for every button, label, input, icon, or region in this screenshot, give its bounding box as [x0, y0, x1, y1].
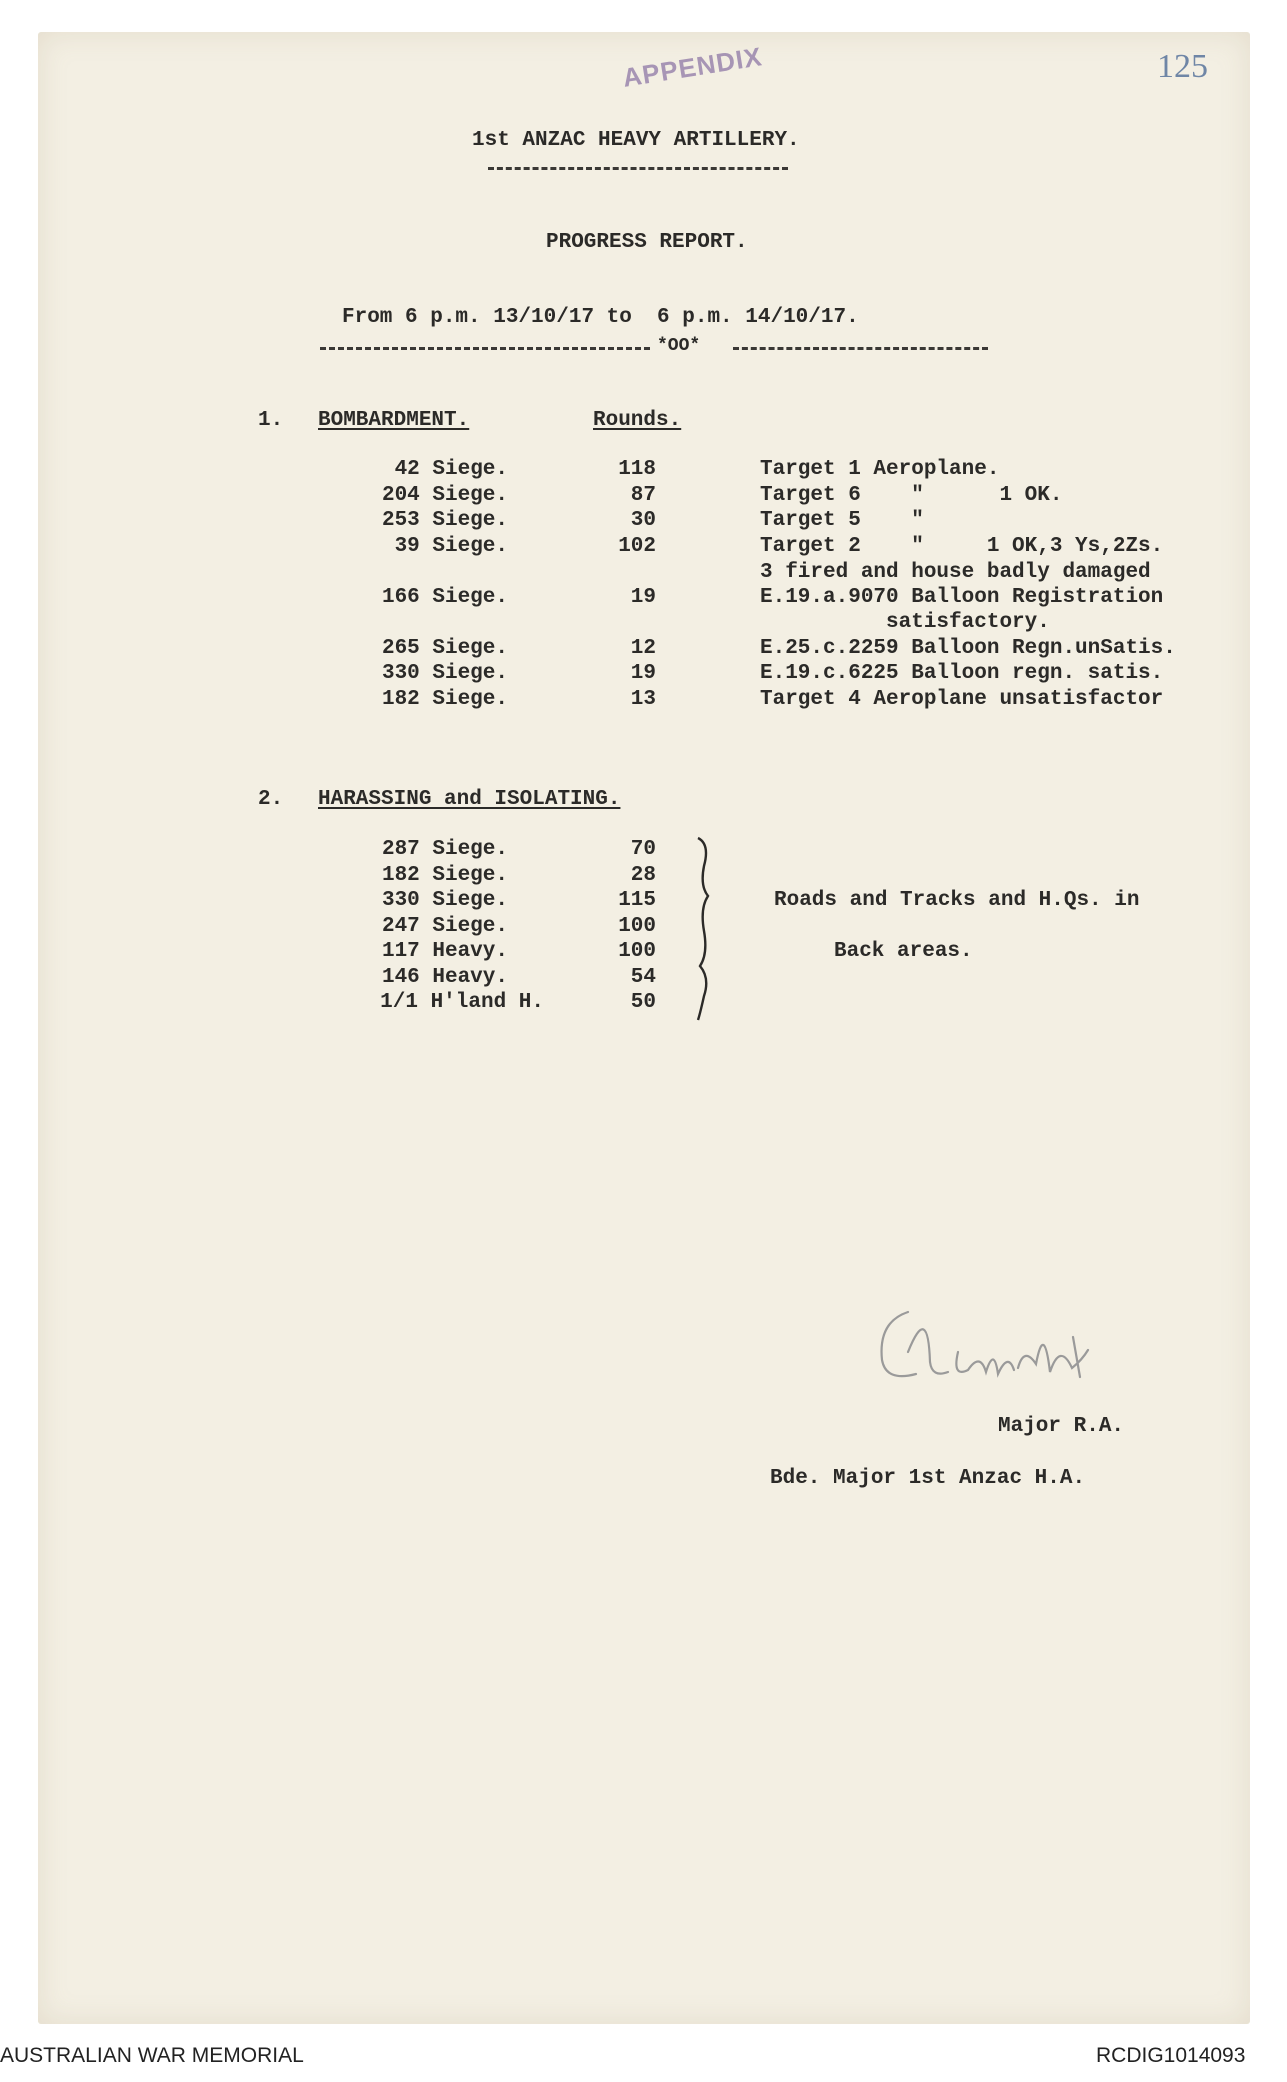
remarks-cell: Target 2 " 1 OK,3 Ys,2Zs.	[760, 535, 1164, 558]
section-2-number: 2.	[258, 788, 284, 811]
rounds-cell: 30	[630, 509, 656, 532]
unit-cell: 182 Siege.	[381, 688, 508, 711]
unit-cell: 265 Siege.	[381, 637, 508, 660]
title-rule	[488, 167, 788, 170]
separator-mark: *OO*	[657, 336, 701, 356]
rounds-cell: 54	[630, 966, 656, 989]
remarks-cell: Target 1 Aeroplane.	[760, 458, 1000, 481]
rounds-cell: 118	[618, 458, 656, 481]
rounds-cell: 12	[630, 637, 656, 660]
harassing-heading: HARASSING and ISOLATING.	[318, 788, 621, 811]
footer-reference: RCDIG1014093	[1096, 2044, 1246, 2067]
period-rule-left	[320, 347, 650, 350]
unit-cell: 330 Siege.	[381, 662, 508, 685]
unit-cell: 287 Siege.	[381, 838, 508, 861]
rounds-cell: 70	[630, 838, 656, 861]
rounds-cell: 102	[618, 535, 656, 558]
document-title: 1st ANZAC HEAVY ARTILLERY.	[472, 129, 800, 152]
unit-cell: 1/1 H'land H.	[380, 991, 544, 1014]
unit-cell: 330 Siege.	[381, 889, 508, 912]
remarks-cell: E.19.a.9070 Balloon Registration	[760, 586, 1164, 609]
harassing-note-line-1: Roads and Tracks and H.Qs. in	[774, 889, 1140, 912]
rounds-cell: 50	[630, 991, 656, 1014]
unit-cell: 247 Siege.	[381, 915, 508, 938]
remarks-cell: 3 fired and house badly damaged	[760, 561, 1151, 584]
rounds-cell: 100	[618, 940, 656, 963]
signatory-rank: Major R.A.	[998, 1415, 1125, 1438]
remarks-cell: Target 5 "	[760, 509, 924, 532]
bombardment-heading: BOMBARDMENT.	[318, 409, 470, 432]
unit-cell: 146 Heavy.	[381, 966, 508, 989]
remarks-cell: E.25.c.2259 Balloon Regn.unSatis.	[760, 637, 1176, 660]
unit-cell: 166 Siege.	[381, 586, 508, 609]
rounds-cell: 87	[630, 484, 656, 507]
remarks-cell: Target 4 Aeroplane unsatisfactor	[760, 688, 1164, 711]
brace-mark	[694, 836, 718, 1022]
unit-cell: 117 Heavy.	[381, 940, 508, 963]
rounds-cell: 13	[630, 688, 656, 711]
section-1-number: 1.	[258, 409, 284, 432]
footer-archive: AUSTRALIAN WAR MEMORIAL	[0, 2044, 304, 2067]
report-title: PROGRESS REPORT.	[546, 231, 748, 254]
rounds-cell: 115	[618, 889, 656, 912]
period-rule-right	[733, 347, 988, 350]
rounds-heading: Rounds.	[593, 409, 682, 432]
remarks-cell: E.19.c.6225 Balloon regn. satis.	[760, 662, 1164, 685]
appendix-stamp: APPENDIX	[620, 41, 765, 93]
rounds-cell: 100	[618, 915, 656, 938]
handwritten-signature	[868, 1282, 1128, 1402]
signatory-title: Bde. Major 1st Anzac H.A.	[770, 1467, 1086, 1490]
unit-cell: 39 Siege.	[394, 535, 508, 558]
harassing-note-line-2: Back areas.	[834, 940, 973, 963]
unit-cell: 253 Siege.	[381, 509, 508, 532]
unit-cell: 42 Siege.	[394, 458, 508, 481]
page-number: 125	[1157, 48, 1208, 85]
report-period: From 6 p.m. 13/10/17 to 6 p.m. 14/10/17.	[342, 306, 859, 329]
remarks-cell: satisfactory.	[760, 611, 1050, 634]
unit-cell: 204 Siege.	[381, 484, 508, 507]
rounds-cell: 19	[630, 662, 656, 685]
remarks-cell: Target 6 " 1 OK.	[760, 484, 1063, 507]
rounds-cell: 28	[630, 864, 656, 887]
rounds-cell: 19	[630, 586, 656, 609]
unit-cell: 182 Siege.	[381, 864, 508, 887]
